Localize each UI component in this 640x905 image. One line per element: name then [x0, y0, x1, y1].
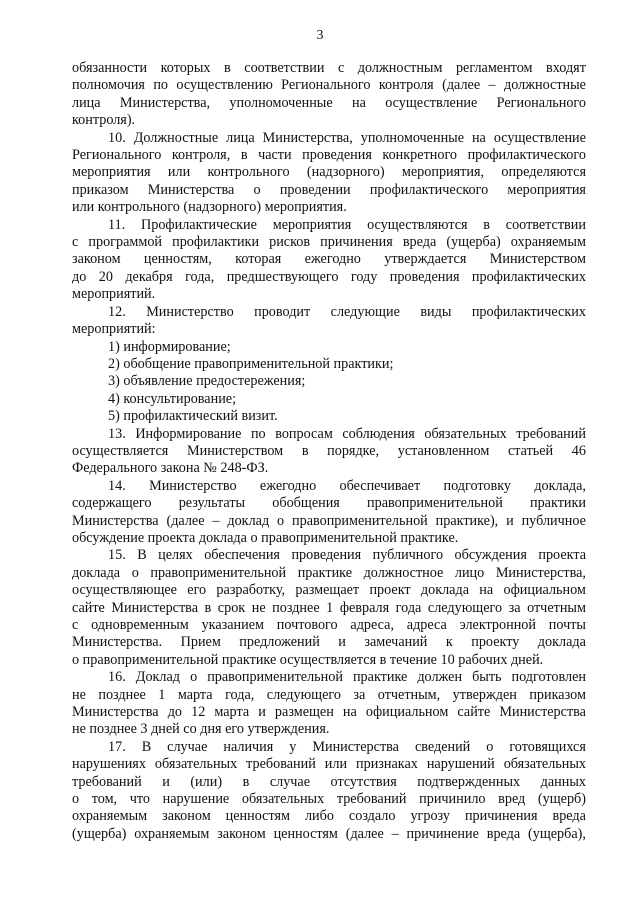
text-line: Министерства. Прием предложений и замечаний к проекту доклада [72, 634, 586, 651]
text-line: обязанности которых в соответствии с должностным регламентом входят [72, 60, 586, 76]
text-line: Федерального закона № 248-ФЗ. [72, 460, 269, 477]
text-line: о правоприменительной практике осуществляется в течение 10 рабочих дней. [72, 651, 544, 668]
text-line: законом ценностям, которая ежегодно утверждается Министерством [72, 251, 586, 268]
text-line: приказом Министерства о проведении профилактического мероприятия [72, 181, 586, 198]
text-line: (ущерба) охраняемым законом ценностям (далее – причинение вреда (ущерба), [72, 825, 586, 842]
text-line: 1) информирование; [108, 338, 231, 355]
text-line: с программой профилактики рисков причинения вреда (ущерба) охраняемым [72, 234, 586, 251]
text-line: содержащего результаты обобщения правоприменительной практики [72, 495, 586, 512]
text-line: Министерства до 12 марта и размещен на официальном сайте Министерства [72, 704, 586, 721]
text-line: Министерства (далее – доклад о правоприменительной практике), и публичное [72, 512, 586, 529]
text-line: мероприятий. [72, 286, 156, 303]
text-line: 2) обобщение правоприменительной практики; [108, 355, 394, 372]
text-line: Регионального контроля, в части проведения конкретного профилактического [72, 147, 586, 164]
text-line: 15. В целях обеспечения проведения публичного обсуждения проекта [108, 547, 586, 564]
text-line: не позднее 1 марта года, следующего за отчетным, утвержден приказом [72, 686, 586, 703]
text-line: 3) объявление предостережения; [108, 373, 306, 390]
text-line: 12. Министерство проводит следующие виды профилактических [108, 303, 586, 320]
text-line: до 20 декабря года, предшествующего году проведения профилактических [72, 268, 586, 285]
document-body [72, 60, 586, 843]
text-line: полномочия по осуществлению Регионального контроля (далее – должностные [72, 77, 586, 94]
text-line: осуществляющее его разработку, размещает проект доклада на официальном [72, 582, 586, 599]
text-line: о том, что нарушение обязательных требований причинило вред (ущерб) [72, 791, 586, 808]
text-line: не позднее 3 дней со дня его утверждения. [72, 721, 330, 738]
text-line: 4) консультирование; [108, 390, 237, 407]
text-line: или контрольного (надзорного) мероприятия. [72, 199, 347, 216]
text-line: мероприятия или контрольного (надзорного) мероприятия, определяются [72, 164, 586, 181]
text-line: обсуждение проекта доклада о правоприменительной практике. [72, 529, 459, 546]
text-line: с одновременным указанием почтового адреса, адреса электронной почты [72, 617, 586, 633]
text-line: 10. Должностные лица Министерства, уполномоченные на осуществление [108, 129, 586, 146]
text-line: 14. Министерство ежегодно обеспечивает подготовку доклада, [108, 477, 586, 494]
text-line: осуществляется Министерством в порядке, установленном статьей 46 [72, 442, 586, 459]
text-line: 17. В случае наличия у Министерства сведений о готовящихся [108, 738, 586, 755]
text-line: сайте Министерства в срок не позднее 1 февраля года следующего за отчетным [72, 599, 586, 616]
text-line: 13. Информирование по вопросам соблюдения обязательных требований [108, 425, 586, 442]
text-line: 5) профилактический визит. [108, 408, 278, 425]
text-line: охраняемым законом ценностям либо создало угрозу причинения вреда [72, 808, 586, 825]
text-line: требований и (или) в случае отсутствия подтвержденных данных [72, 773, 586, 790]
text-line: лица Министерства, уполномоченные на осуществление Регионального [72, 94, 586, 111]
text-line: доклада о правоприменительной практике должностное лицо Министерства, [72, 564, 586, 581]
text-line: нарушениях обязательных требований или признаках нарушений обязательных [72, 756, 586, 773]
text-line: мероприятий: [72, 321, 156, 338]
page-number: 3 [316, 28, 324, 43]
text-line: 16. Доклад о правоприменительной практике должен быть подготовлен [108, 669, 586, 686]
text-line: 11. Профилактические мероприятия осуществляются в соответствии [108, 216, 586, 233]
text-line: контроля). [72, 112, 136, 129]
